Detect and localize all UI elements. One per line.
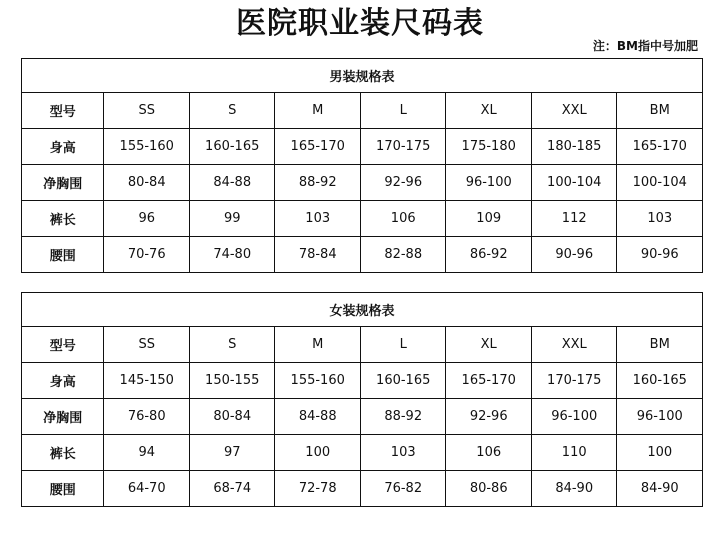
table-cell: 94 bbox=[104, 435, 190, 471]
table-cell: 90-96 bbox=[617, 237, 703, 273]
table-cell: 80-84 bbox=[189, 399, 275, 435]
table-cell: 100-104 bbox=[531, 165, 617, 201]
row-label: 型号 bbox=[22, 327, 104, 363]
table-cell: 160-165 bbox=[617, 363, 703, 399]
table-cell: 76-82 bbox=[360, 471, 446, 507]
table-cell: 96-100 bbox=[531, 399, 617, 435]
table-cell: 84-88 bbox=[189, 165, 275, 201]
table-cell: 84-90 bbox=[531, 471, 617, 507]
row-label: 净胸围 bbox=[22, 399, 104, 435]
table-cell: XXL bbox=[531, 93, 617, 129]
table-cell: 80-86 bbox=[446, 471, 532, 507]
table-row bbox=[22, 327, 703, 363]
table-row bbox=[22, 399, 703, 435]
table-cell: 80-84 bbox=[104, 165, 190, 201]
table-cell: 103 bbox=[617, 201, 703, 237]
table-cell: BM bbox=[617, 327, 703, 363]
table-cell: 100-104 bbox=[617, 165, 703, 201]
row-label: 身高 bbox=[22, 129, 104, 165]
table-cell: 160-165 bbox=[189, 129, 275, 165]
table-row bbox=[22, 93, 703, 129]
table-cell: 112 bbox=[531, 201, 617, 237]
table-cell: 150-155 bbox=[189, 363, 275, 399]
table-cell: 92-96 bbox=[360, 165, 446, 201]
table-cell: 100 bbox=[275, 435, 361, 471]
row-label: 裤长 bbox=[22, 201, 104, 237]
table-cell: 103 bbox=[275, 201, 361, 237]
table-cell: 97 bbox=[189, 435, 275, 471]
table-cell: 84-88 bbox=[275, 399, 361, 435]
table-cell: XL bbox=[446, 93, 532, 129]
row-label: 腰围 bbox=[22, 237, 104, 273]
table-cell: 155-160 bbox=[275, 363, 361, 399]
table-cell: 170-175 bbox=[531, 363, 617, 399]
row-label: 型号 bbox=[22, 93, 104, 129]
table-cell: 88-92 bbox=[275, 165, 361, 201]
women-table-caption: 女装规格表 bbox=[22, 293, 703, 327]
table-cell: 70-76 bbox=[104, 237, 190, 273]
table-cell: 145-150 bbox=[104, 363, 190, 399]
table-cell: M bbox=[275, 93, 361, 129]
table-cell: M bbox=[275, 327, 361, 363]
table-cell: 160-165 bbox=[360, 363, 446, 399]
table-cell: 64-70 bbox=[104, 471, 190, 507]
table-cell: 74-80 bbox=[189, 237, 275, 273]
table-cell: 155-160 bbox=[104, 129, 190, 165]
table-row bbox=[22, 129, 703, 165]
table-cell: SS bbox=[104, 327, 190, 363]
table-cell: BM bbox=[617, 93, 703, 129]
table-row bbox=[22, 471, 703, 507]
table-cell: 110 bbox=[531, 435, 617, 471]
men-table-caption: 男装规格表 bbox=[22, 59, 703, 93]
row-label: 身高 bbox=[22, 363, 104, 399]
table-row bbox=[22, 237, 703, 273]
table-cell: 72-78 bbox=[275, 471, 361, 507]
table-cell: 106 bbox=[446, 435, 532, 471]
table-row bbox=[22, 165, 703, 201]
table-cell: 103 bbox=[360, 435, 446, 471]
table-cell: 106 bbox=[360, 201, 446, 237]
table-cell: 84-90 bbox=[617, 471, 703, 507]
table-cell: XXL bbox=[531, 327, 617, 363]
table-cell: L bbox=[360, 327, 446, 363]
page-title: 医院职业装尺码表 bbox=[236, 6, 484, 41]
table-cell: 165-170 bbox=[617, 129, 703, 165]
table-cell: 96-100 bbox=[617, 399, 703, 435]
table-cell: XL bbox=[446, 327, 532, 363]
table-cell: 109 bbox=[446, 201, 532, 237]
table-cell: 78-84 bbox=[275, 237, 361, 273]
table-cell: 96-100 bbox=[446, 165, 532, 201]
row-label: 腰围 bbox=[22, 471, 104, 507]
men-size-table bbox=[21, 58, 703, 273]
table-cell: 170-175 bbox=[360, 129, 446, 165]
table-cell: 180-185 bbox=[531, 129, 617, 165]
table-cell: 86-92 bbox=[446, 237, 532, 273]
table-cell: 82-88 bbox=[360, 237, 446, 273]
table-cell: S bbox=[189, 327, 275, 363]
table-cell: 165-170 bbox=[275, 129, 361, 165]
row-label: 净胸围 bbox=[22, 165, 104, 201]
size-note: 注：BM指中号加肥 bbox=[592, 39, 698, 53]
table-cell: 68-74 bbox=[189, 471, 275, 507]
table-cell: 92-96 bbox=[446, 399, 532, 435]
table-row bbox=[22, 435, 703, 471]
table-cell: 96 bbox=[104, 201, 190, 237]
table-cell: 175-180 bbox=[446, 129, 532, 165]
women-size-table bbox=[21, 292, 703, 507]
table-cell: 165-170 bbox=[446, 363, 532, 399]
table-cell: S bbox=[189, 93, 275, 129]
table-cell: SS bbox=[104, 93, 190, 129]
table-cell: 90-96 bbox=[531, 237, 617, 273]
table-row bbox=[22, 363, 703, 399]
table-cell: 99 bbox=[189, 201, 275, 237]
table-cell: L bbox=[360, 93, 446, 129]
table-cell: 76-80 bbox=[104, 399, 190, 435]
row-label: 裤长 bbox=[22, 435, 104, 471]
table-cell: 100 bbox=[617, 435, 703, 471]
table-cell: 88-92 bbox=[360, 399, 446, 435]
table-row bbox=[22, 201, 703, 237]
